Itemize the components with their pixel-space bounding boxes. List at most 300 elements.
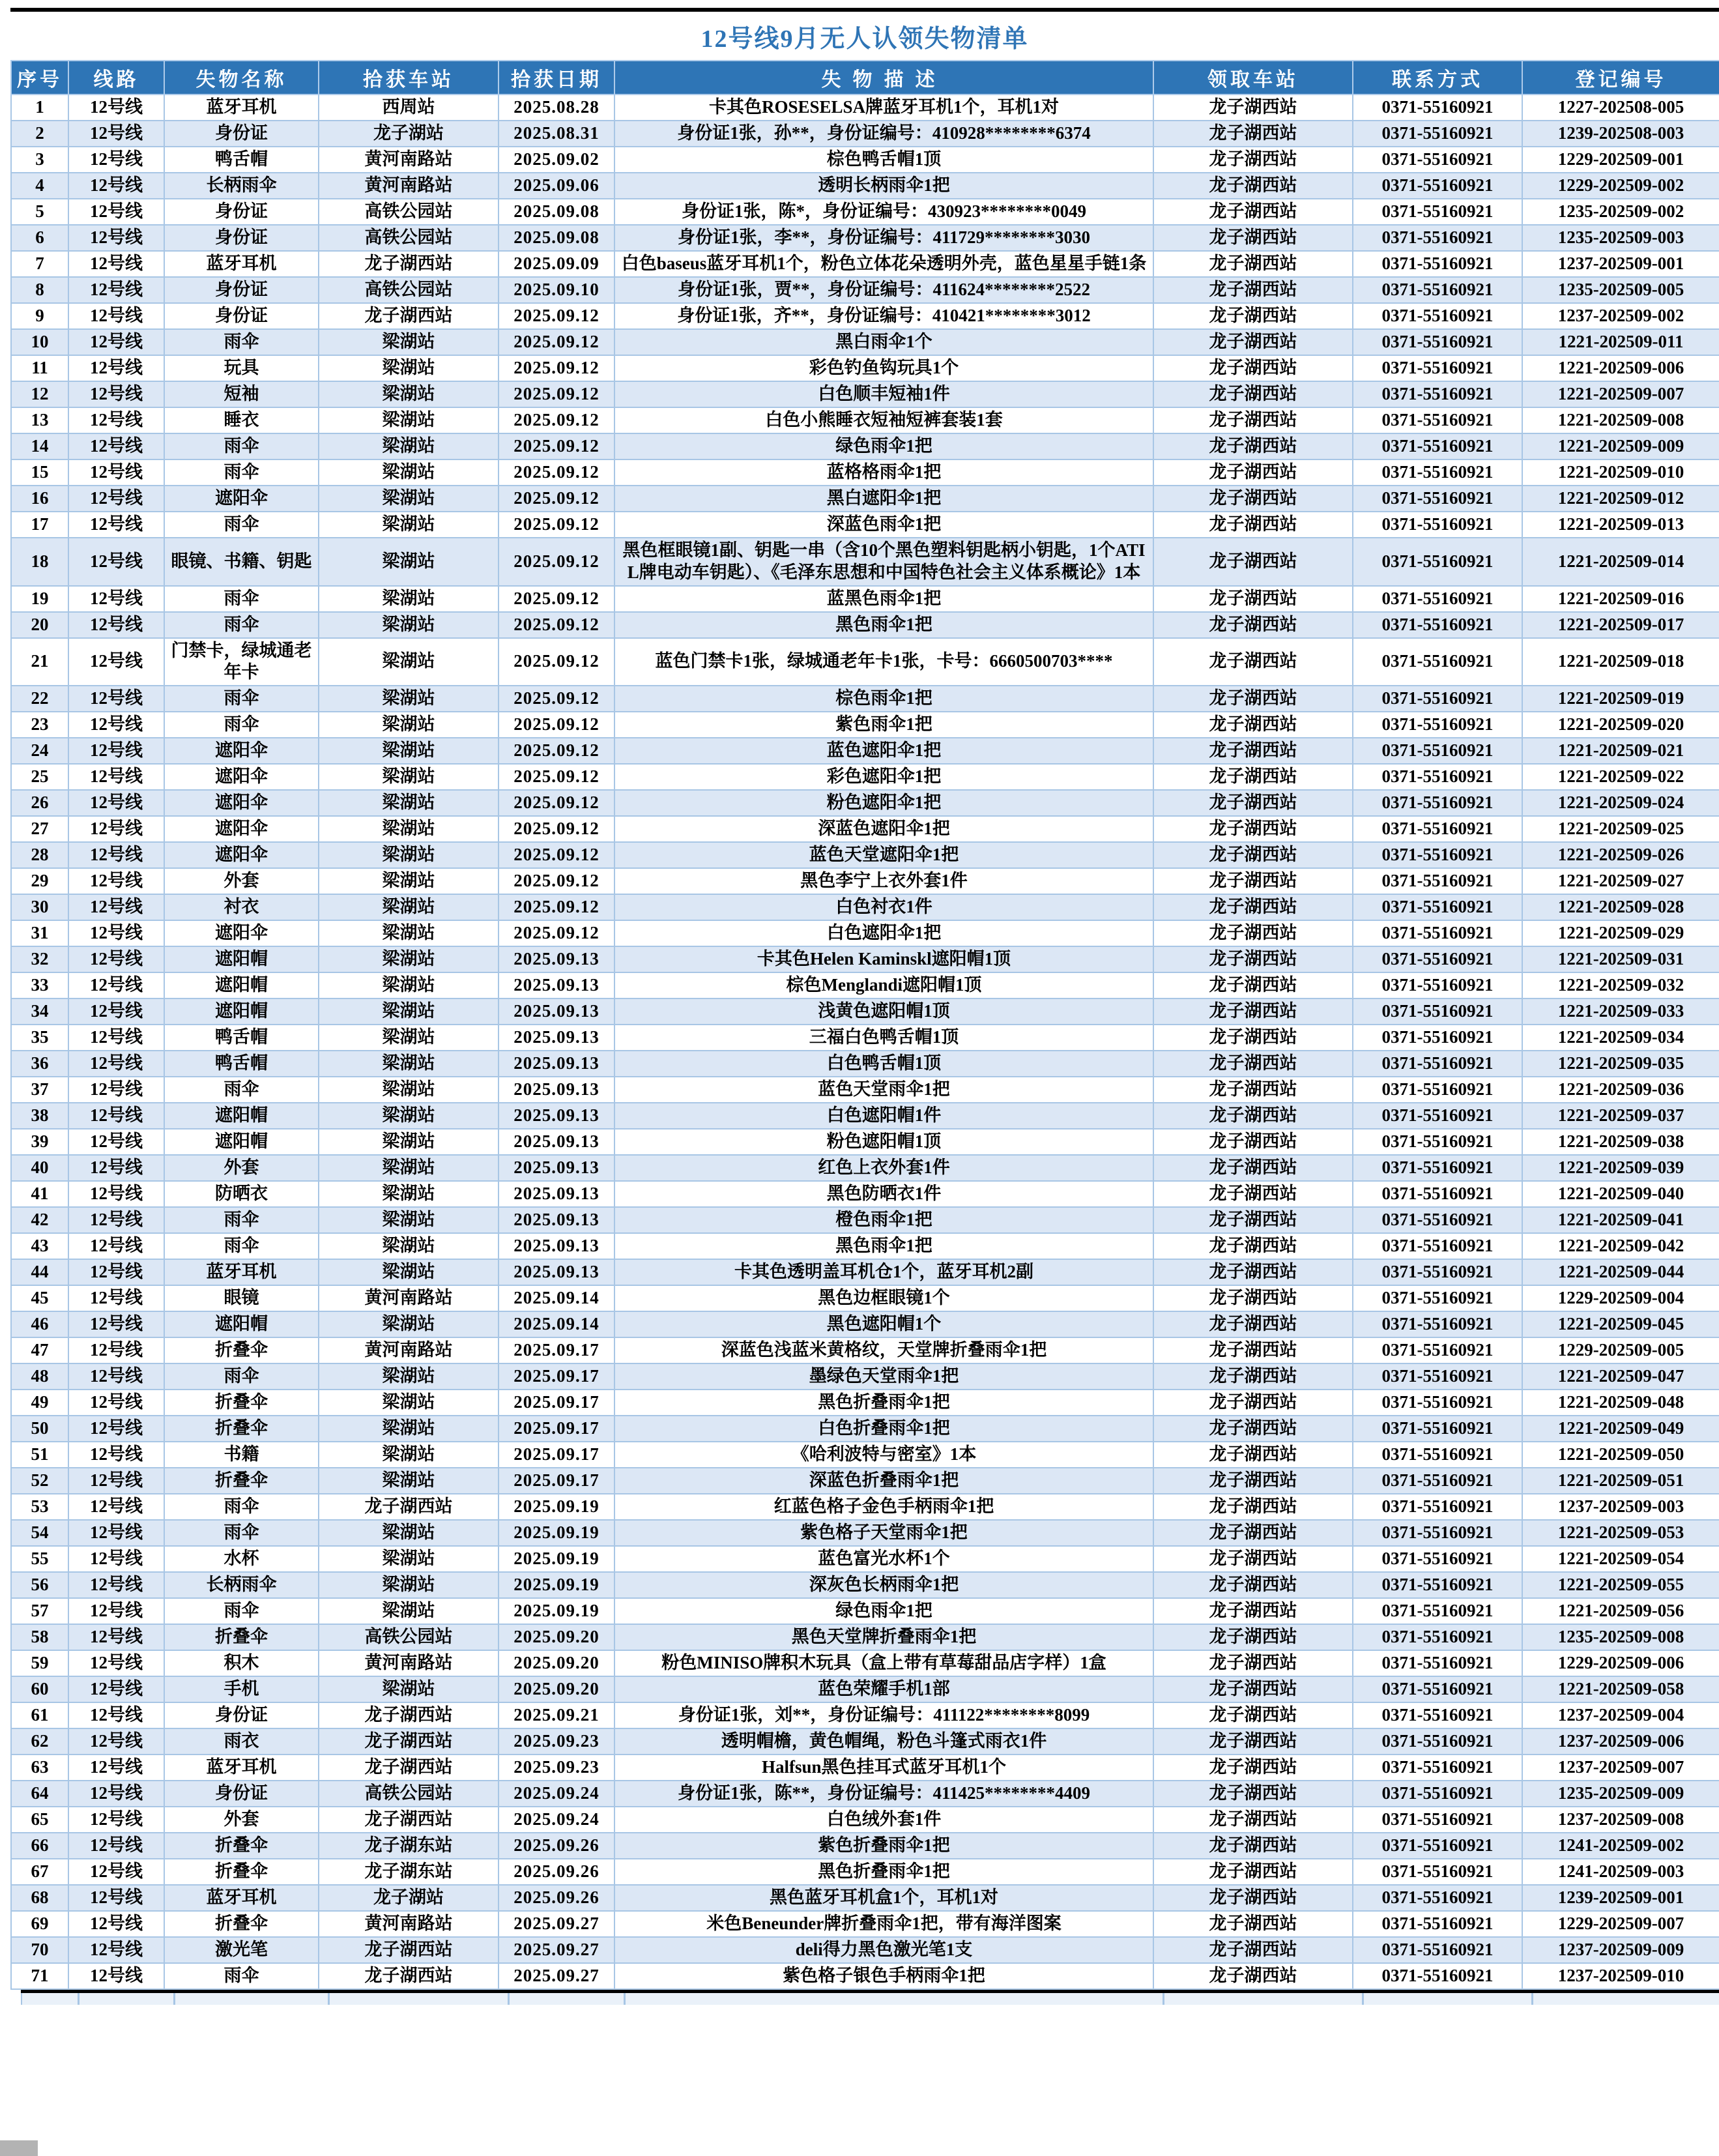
cell-item_name: 衬衣 bbox=[164, 894, 319, 920]
cell-line: 12号线 bbox=[68, 1155, 164, 1181]
cell-no: 11 bbox=[11, 355, 68, 381]
cell-no: 27 bbox=[11, 816, 68, 842]
cell-item_name: 睡衣 bbox=[164, 407, 319, 433]
cell-no: 40 bbox=[11, 1155, 68, 1181]
cell-no: 65 bbox=[11, 1807, 68, 1833]
cell-contact_phone: 0371-55160921 bbox=[1353, 1337, 1522, 1363]
cutoff-cell bbox=[508, 1993, 624, 2005]
cell-contact_phone: 0371-55160921 bbox=[1353, 1885, 1522, 1911]
cell-item_name: 眼镜、书籍、钥匙 bbox=[164, 538, 319, 586]
cell-found_station: 龙子湖西站 bbox=[319, 1963, 498, 1989]
cell-pickup_station: 龙子湖西站 bbox=[1153, 1598, 1353, 1624]
cell-pickup_station: 龙子湖西站 bbox=[1153, 586, 1353, 612]
cell-reg_no: 1221-202509-013 bbox=[1522, 512, 1719, 538]
table-row bbox=[11, 1650, 1719, 1676]
cell-reg_no: 1229-202509-005 bbox=[1522, 1337, 1719, 1363]
cell-no: 59 bbox=[11, 1650, 68, 1676]
cell-found_date: 2025.09.21 bbox=[498, 1702, 614, 1728]
cell-no: 23 bbox=[11, 712, 68, 738]
cell-reg_no: 1241-202509-003 bbox=[1522, 1859, 1719, 1885]
table-row bbox=[11, 459, 1719, 486]
cell-line: 12号线 bbox=[68, 1859, 164, 1885]
table-row bbox=[11, 1598, 1719, 1624]
cell-item_name: 雨伞 bbox=[164, 512, 319, 538]
cell-contact_phone: 0371-55160921 bbox=[1353, 1363, 1522, 1390]
cell-contact_phone: 0371-55160921 bbox=[1353, 538, 1522, 586]
cell-reg_no: 1221-202509-016 bbox=[1522, 586, 1719, 612]
cell-description: 粉色遮阳帽1顶 bbox=[614, 1129, 1153, 1155]
cutoff-cell bbox=[1532, 1993, 1719, 2005]
cell-description: 《哈利波特与密室》1本 bbox=[614, 1442, 1153, 1468]
cell-description: 粉色MINISO牌积木玩具（盒上带有草莓甜品店字样）1盒 bbox=[614, 1650, 1153, 1676]
cell-pickup_station: 龙子湖西站 bbox=[1153, 972, 1353, 998]
table-row bbox=[11, 1494, 1719, 1520]
cell-line: 12号线 bbox=[68, 868, 164, 894]
cell-no: 22 bbox=[11, 686, 68, 712]
cell-reg_no: 1235-202509-008 bbox=[1522, 1624, 1719, 1650]
cell-item_name: 遮阳伞 bbox=[164, 486, 319, 512]
cell-reg_no: 1235-202509-003 bbox=[1522, 225, 1719, 251]
cell-found_date: 2025.09.12 bbox=[498, 764, 614, 790]
cell-pickup_station: 龙子湖西站 bbox=[1153, 486, 1353, 512]
table-row bbox=[11, 1181, 1719, 1207]
cell-reg_no: 1229-202509-002 bbox=[1522, 173, 1719, 199]
table-row bbox=[11, 686, 1719, 712]
cell-no: 26 bbox=[11, 790, 68, 816]
cell-no: 47 bbox=[11, 1337, 68, 1363]
cell-found_station: 梁湖站 bbox=[319, 1259, 498, 1285]
cell-reg_no: 1221-202509-035 bbox=[1522, 1051, 1719, 1077]
cell-pickup_station: 龙子湖西站 bbox=[1153, 1520, 1353, 1546]
cell-description: 黑色边框眼镜1个 bbox=[614, 1285, 1153, 1311]
table-row bbox=[11, 225, 1719, 251]
cell-reg_no: 1237-202509-010 bbox=[1522, 1963, 1719, 1989]
table-row bbox=[11, 1077, 1719, 1103]
cell-found_station: 梁湖站 bbox=[319, 1207, 498, 1233]
cell-description: 蓝色门禁卡1张，绿城通老年卡1张，卡号：6660500703**** bbox=[614, 638, 1153, 686]
cell-description: 白色衬衣1件 bbox=[614, 894, 1153, 920]
cell-line: 12号线 bbox=[68, 1390, 164, 1416]
cell-found_date: 2025.09.12 bbox=[498, 381, 614, 407]
cell-line: 12号线 bbox=[68, 251, 164, 277]
cell-no: 14 bbox=[11, 433, 68, 459]
cell-contact_phone: 0371-55160921 bbox=[1353, 1468, 1522, 1494]
cell-found_station: 梁湖站 bbox=[319, 920, 498, 946]
cell-found_date: 2025.09.12 bbox=[498, 894, 614, 920]
cell-reg_no: 1221-202509-019 bbox=[1522, 686, 1719, 712]
cell-found_station: 梁湖站 bbox=[319, 381, 498, 407]
cell-no: 10 bbox=[11, 329, 68, 355]
cell-line: 12号线 bbox=[68, 1598, 164, 1624]
cell-reg_no: 1221-202509-032 bbox=[1522, 972, 1719, 998]
cell-found_station: 梁湖站 bbox=[319, 738, 498, 764]
cell-found_station: 梁湖站 bbox=[319, 1233, 498, 1259]
cell-reg_no: 1221-202509-045 bbox=[1522, 1311, 1719, 1337]
cell-item_name: 身份证 bbox=[164, 225, 319, 251]
cell-reg_no: 1237-202509-004 bbox=[1522, 1702, 1719, 1728]
table-row bbox=[11, 1390, 1719, 1416]
cell-description: 深蓝色浅蓝米黄格纹，天堂牌折叠雨伞1把 bbox=[614, 1337, 1153, 1363]
cell-reg_no: 1237-202509-007 bbox=[1522, 1755, 1719, 1781]
cell-found_date: 2025.09.12 bbox=[498, 842, 614, 868]
cell-reg_no: 1221-202509-037 bbox=[1522, 1103, 1719, 1129]
cell-description: 黑色遮阳帽1个 bbox=[614, 1311, 1153, 1337]
cell-description: 深蓝色折叠雨伞1把 bbox=[614, 1468, 1153, 1494]
cell-reg_no: 1221-202509-026 bbox=[1522, 842, 1719, 868]
cell-pickup_station: 龙子湖西站 bbox=[1153, 1077, 1353, 1103]
cell-no: 35 bbox=[11, 1025, 68, 1051]
cell-found_date: 2025.09.12 bbox=[498, 407, 614, 433]
cell-item_name: 折叠伞 bbox=[164, 1624, 319, 1650]
cell-reg_no: 1221-202509-040 bbox=[1522, 1181, 1719, 1207]
cell-found_date: 2025.09.12 bbox=[498, 816, 614, 842]
cell-line: 12号线 bbox=[68, 1546, 164, 1572]
cell-item_name: 遮阳帽 bbox=[164, 998, 319, 1025]
cell-line: 12号线 bbox=[68, 1181, 164, 1207]
cell-line: 12号线 bbox=[68, 459, 164, 486]
cell-found_date: 2025.09.13 bbox=[498, 1103, 614, 1129]
header-pickup_station: 领取车站 bbox=[1153, 61, 1353, 95]
cell-contact_phone: 0371-55160921 bbox=[1353, 1181, 1522, 1207]
cell-contact_phone: 0371-55160921 bbox=[1353, 894, 1522, 920]
cell-found_date: 2025.09.12 bbox=[498, 612, 614, 638]
cell-no: 46 bbox=[11, 1311, 68, 1337]
cell-description: 绿色雨伞1把 bbox=[614, 433, 1153, 459]
cell-description: 紫色格子银色手柄雨伞1把 bbox=[614, 1963, 1153, 1989]
cell-no: 1 bbox=[11, 95, 68, 121]
cell-no: 15 bbox=[11, 459, 68, 486]
header-item_name: 失物名称 bbox=[164, 61, 319, 95]
header-reg_no: 登记编号 bbox=[1522, 61, 1719, 95]
table-row bbox=[11, 790, 1719, 816]
table-row bbox=[11, 1807, 1719, 1833]
cell-item_name: 雨伞 bbox=[164, 686, 319, 712]
cell-description: 身份证1张，齐**，身份证编号：410421********3012 bbox=[614, 303, 1153, 329]
table-row bbox=[11, 486, 1719, 512]
cell-description: 彩色遮阳伞1把 bbox=[614, 764, 1153, 790]
cell-item_name: 折叠伞 bbox=[164, 1911, 319, 1937]
cell-line: 12号线 bbox=[68, 920, 164, 946]
cell-pickup_station: 龙子湖西站 bbox=[1153, 1025, 1353, 1051]
cell-item_name: 遮阳帽 bbox=[164, 946, 319, 972]
table-row bbox=[11, 1572, 1719, 1598]
cell-reg_no: 1221-202509-021 bbox=[1522, 738, 1719, 764]
cell-description: 棕色鸭舌帽1顶 bbox=[614, 147, 1153, 173]
cell-item_name: 遮阳帽 bbox=[164, 1103, 319, 1129]
cell-no: 61 bbox=[11, 1702, 68, 1728]
cell-line: 12号线 bbox=[68, 1025, 164, 1051]
cell-pickup_station: 龙子湖西站 bbox=[1153, 1494, 1353, 1520]
cell-description: 卡其色透明盖耳机仓1个，蓝牙耳机2副 bbox=[614, 1259, 1153, 1285]
table-row bbox=[11, 1103, 1719, 1129]
cell-pickup_station: 龙子湖西站 bbox=[1153, 1337, 1353, 1363]
cell-contact_phone: 0371-55160921 bbox=[1353, 1155, 1522, 1181]
cell-no: 38 bbox=[11, 1103, 68, 1129]
cell-found_station: 龙子湖西站 bbox=[319, 1807, 498, 1833]
cell-found_date: 2025.09.12 bbox=[498, 486, 614, 512]
cell-no: 32 bbox=[11, 946, 68, 972]
cell-no: 19 bbox=[11, 586, 68, 612]
cell-contact_phone: 0371-55160921 bbox=[1353, 329, 1522, 355]
cell-pickup_station: 龙子湖西站 bbox=[1153, 920, 1353, 946]
cell-pickup_station: 龙子湖西站 bbox=[1153, 225, 1353, 251]
cell-item_name: 外套 bbox=[164, 1807, 319, 1833]
cutoff-cell bbox=[1363, 1993, 1532, 2005]
cell-line: 12号线 bbox=[68, 1650, 164, 1676]
cell-contact_phone: 0371-55160921 bbox=[1353, 1233, 1522, 1259]
cell-line: 12号线 bbox=[68, 1051, 164, 1077]
cell-reg_no: 1227-202508-005 bbox=[1522, 95, 1719, 121]
header-contact_phone: 联系方式 bbox=[1353, 61, 1522, 95]
cell-no: 9 bbox=[11, 303, 68, 329]
cell-item_name: 外套 bbox=[164, 1155, 319, 1181]
cell-contact_phone: 0371-55160921 bbox=[1353, 920, 1522, 946]
cell-description: 三福白色鸭舌帽1顶 bbox=[614, 1025, 1153, 1051]
cell-found_station: 梁湖站 bbox=[319, 407, 498, 433]
cell-reg_no: 1221-202509-056 bbox=[1522, 1598, 1719, 1624]
cell-pickup_station: 龙子湖西站 bbox=[1153, 842, 1353, 868]
cell-found_station: 梁湖站 bbox=[319, 1520, 498, 1546]
cell-found_date: 2025.09.13 bbox=[498, 946, 614, 972]
cell-description: 黑色防晒衣1件 bbox=[614, 1181, 1153, 1207]
table-row bbox=[11, 433, 1719, 459]
cell-pickup_station: 龙子湖西站 bbox=[1153, 1572, 1353, 1598]
cell-reg_no: 1229-202509-001 bbox=[1522, 147, 1719, 173]
cell-contact_phone: 0371-55160921 bbox=[1353, 512, 1522, 538]
cell-contact_phone: 0371-55160921 bbox=[1353, 1390, 1522, 1416]
cell-found_station: 梁湖站 bbox=[319, 842, 498, 868]
cell-description: 黑色折叠雨伞1把 bbox=[614, 1859, 1153, 1885]
cell-found_station: 高铁公园站 bbox=[319, 277, 498, 303]
cell-line: 12号线 bbox=[68, 1363, 164, 1390]
cell-no: 63 bbox=[11, 1755, 68, 1781]
cell-contact_phone: 0371-55160921 bbox=[1353, 1833, 1522, 1859]
cell-no: 6 bbox=[11, 225, 68, 251]
cell-reg_no: 1221-202509-031 bbox=[1522, 946, 1719, 972]
cell-no: 12 bbox=[11, 381, 68, 407]
cell-contact_phone: 0371-55160921 bbox=[1353, 355, 1522, 381]
cell-item_name: 蓝牙耳机 bbox=[164, 251, 319, 277]
cell-pickup_station: 龙子湖西站 bbox=[1153, 1963, 1353, 1989]
cell-description: 黑色李宁上衣外套1件 bbox=[614, 868, 1153, 894]
cell-item_name: 防晒衣 bbox=[164, 1181, 319, 1207]
cell-item_name: 身份证 bbox=[164, 1781, 319, 1807]
cell-description: Halfsun黑色挂耳式蓝牙耳机1个 bbox=[614, 1755, 1153, 1781]
cell-found_station: 梁湖站 bbox=[319, 355, 498, 381]
cell-no: 36 bbox=[11, 1051, 68, 1077]
cell-item_name: 雨伞 bbox=[164, 1077, 319, 1103]
table-row bbox=[11, 638, 1719, 686]
cell-no: 33 bbox=[11, 972, 68, 998]
cell-found_station: 梁湖站 bbox=[319, 1311, 498, 1337]
cell-found_station: 梁湖站 bbox=[319, 538, 498, 586]
cell-reg_no: 1221-202509-012 bbox=[1522, 486, 1719, 512]
cell-found_date: 2025.09.12 bbox=[498, 638, 614, 686]
cell-found_date: 2025.09.12 bbox=[498, 433, 614, 459]
cell-found_date: 2025.09.13 bbox=[498, 1129, 614, 1155]
cell-item_name: 长柄雨伞 bbox=[164, 1572, 319, 1598]
header-row bbox=[11, 61, 1719, 95]
cell-no: 44 bbox=[11, 1259, 68, 1285]
cell-item_name: 雨伞 bbox=[164, 1598, 319, 1624]
cell-reg_no: 1237-202509-008 bbox=[1522, 1807, 1719, 1833]
table-row bbox=[11, 1702, 1719, 1728]
cell-reg_no: 1221-202509-051 bbox=[1522, 1468, 1719, 1494]
cell-found_date: 2025.09.27 bbox=[498, 1963, 614, 1989]
cell-pickup_station: 龙子湖西站 bbox=[1153, 251, 1353, 277]
table-row bbox=[11, 894, 1719, 920]
cell-description: 浅黄色遮阳帽1顶 bbox=[614, 998, 1153, 1025]
cell-pickup_station: 龙子湖西站 bbox=[1153, 1103, 1353, 1129]
cell-description: 深蓝色遮阳伞1把 bbox=[614, 816, 1153, 842]
cell-contact_phone: 0371-55160921 bbox=[1353, 1442, 1522, 1468]
cell-contact_phone: 0371-55160921 bbox=[1353, 712, 1522, 738]
cell-found_date: 2025.09.26 bbox=[498, 1833, 614, 1859]
cell-contact_phone: 0371-55160921 bbox=[1353, 1311, 1522, 1337]
cell-reg_no: 1221-202509-058 bbox=[1522, 1676, 1719, 1702]
cell-no: 57 bbox=[11, 1598, 68, 1624]
cell-found_date: 2025.09.12 bbox=[498, 538, 614, 586]
cell-pickup_station: 龙子湖西站 bbox=[1153, 1937, 1353, 1963]
cell-found_date: 2025.09.19 bbox=[498, 1520, 614, 1546]
cell-no: 56 bbox=[11, 1572, 68, 1598]
table-row bbox=[11, 998, 1719, 1025]
cell-found_date: 2025.09.12 bbox=[498, 868, 614, 894]
cell-reg_no: 1221-202509-047 bbox=[1522, 1363, 1719, 1390]
cell-pickup_station: 龙子湖西站 bbox=[1153, 1390, 1353, 1416]
table-row bbox=[11, 173, 1719, 199]
cell-no: 69 bbox=[11, 1911, 68, 1937]
cell-reg_no: 1235-202509-009 bbox=[1522, 1781, 1719, 1807]
cell-found_station: 梁湖站 bbox=[319, 894, 498, 920]
cell-line: 12号线 bbox=[68, 1468, 164, 1494]
cell-item_name: 眼镜 bbox=[164, 1285, 319, 1311]
cell-found_station: 梁湖站 bbox=[319, 764, 498, 790]
cell-pickup_station: 龙子湖西站 bbox=[1153, 1702, 1353, 1728]
cell-line: 12号线 bbox=[68, 1572, 164, 1598]
cell-line: 12号线 bbox=[68, 277, 164, 303]
cell-description: 黑色折叠雨伞1把 bbox=[614, 1390, 1153, 1416]
table-row bbox=[11, 251, 1719, 277]
table-row bbox=[11, 738, 1719, 764]
cell-contact_phone: 0371-55160921 bbox=[1353, 686, 1522, 712]
table-row bbox=[11, 586, 1719, 612]
cell-description: 黑色天堂牌折叠雨伞1把 bbox=[614, 1624, 1153, 1650]
cell-description: 黑色雨伞1把 bbox=[614, 1233, 1153, 1259]
cell-item_name: 折叠伞 bbox=[164, 1416, 319, 1442]
cell-description: 白色baseus蓝牙耳机1个，粉色立体花朵透明外壳，蓝色星星手链1条 bbox=[614, 251, 1153, 277]
cell-no: 17 bbox=[11, 512, 68, 538]
cell-found_station: 梁湖站 bbox=[319, 512, 498, 538]
cell-no: 31 bbox=[11, 920, 68, 946]
cell-reg_no: 1237-202509-001 bbox=[1522, 251, 1719, 277]
header-found_date: 拾获日期 bbox=[498, 61, 614, 95]
cell-no: 18 bbox=[11, 538, 68, 586]
cell-found_date: 2025.09.12 bbox=[498, 303, 614, 329]
table-row bbox=[11, 972, 1719, 998]
cell-line: 12号线 bbox=[68, 1207, 164, 1233]
cell-line: 12号线 bbox=[68, 329, 164, 355]
cell-no: 52 bbox=[11, 1468, 68, 1494]
cell-description: 蓝色天堂遮阳伞1把 bbox=[614, 842, 1153, 868]
table-row bbox=[11, 612, 1719, 638]
cell-description: 蓝色天堂雨伞1把 bbox=[614, 1077, 1153, 1103]
cell-line: 12号线 bbox=[68, 147, 164, 173]
cell-line: 12号线 bbox=[68, 1755, 164, 1781]
cell-pickup_station: 龙子湖西站 bbox=[1153, 1259, 1353, 1285]
cell-found_station: 梁湖站 bbox=[319, 1363, 498, 1390]
cell-line: 12号线 bbox=[68, 512, 164, 538]
cell-line: 12号线 bbox=[68, 638, 164, 686]
cell-found_station: 龙子湖西站 bbox=[319, 1755, 498, 1781]
cell-item_name: 折叠伞 bbox=[164, 1833, 319, 1859]
cell-item_name: 长柄雨伞 bbox=[164, 173, 319, 199]
cell-found_station: 龙子湖站 bbox=[319, 1885, 498, 1911]
cell-item_name: 雨伞 bbox=[164, 1520, 319, 1546]
cell-description: 蓝黑色雨伞1把 bbox=[614, 586, 1153, 612]
table-body bbox=[11, 95, 1719, 1989]
table-row bbox=[11, 1416, 1719, 1442]
cell-found_date: 2025.09.02 bbox=[498, 147, 614, 173]
cell-description: 透明帽檐，黄色帽绳，粉色斗篷式雨衣1件 bbox=[614, 1728, 1153, 1755]
cell-found_date: 2025.09.13 bbox=[498, 1077, 614, 1103]
cell-pickup_station: 龙子湖西站 bbox=[1153, 790, 1353, 816]
cell-line: 12号线 bbox=[68, 486, 164, 512]
cell-pickup_station: 龙子湖西站 bbox=[1153, 277, 1353, 303]
cell-contact_phone: 0371-55160921 bbox=[1353, 790, 1522, 816]
cell-pickup_station: 龙子湖西站 bbox=[1153, 1728, 1353, 1755]
cell-no: 66 bbox=[11, 1833, 68, 1859]
cell-pickup_station: 龙子湖西站 bbox=[1153, 1546, 1353, 1572]
table-row bbox=[11, 277, 1719, 303]
cell-item_name: 身份证 bbox=[164, 199, 319, 225]
cell-item_name: 鸭舌帽 bbox=[164, 1051, 319, 1077]
cell-found_station: 黄河南路站 bbox=[319, 147, 498, 173]
cell-line: 12号线 bbox=[68, 894, 164, 920]
cell-pickup_station: 龙子湖西站 bbox=[1153, 946, 1353, 972]
cell-reg_no: 1221-202509-036 bbox=[1522, 1077, 1719, 1103]
table-row bbox=[11, 147, 1719, 173]
cell-contact_phone: 0371-55160921 bbox=[1353, 121, 1522, 147]
cell-no: 62 bbox=[11, 1728, 68, 1755]
cell-line: 12号线 bbox=[68, 712, 164, 738]
cell-found_station: 龙子湖西站 bbox=[319, 251, 498, 277]
cell-found_station: 梁湖站 bbox=[319, 1155, 498, 1181]
cell-found_date: 2025.09.17 bbox=[498, 1416, 614, 1442]
cell-reg_no: 1221-202509-054 bbox=[1522, 1546, 1719, 1572]
cell-description: 黑色框眼镜1副、钥匙一串（含10个黑色塑料钥匙柄小钥匙，1个ATIL牌电动车钥匙）、《毛泽东思想和中国特色社会主义体系概论》1本 bbox=[614, 538, 1153, 586]
cell-no: 8 bbox=[11, 277, 68, 303]
cell-line: 12号线 bbox=[68, 1963, 164, 1989]
cell-contact_phone: 0371-55160921 bbox=[1353, 1129, 1522, 1155]
cell-item_name: 折叠伞 bbox=[164, 1390, 319, 1416]
cell-contact_phone: 0371-55160921 bbox=[1353, 433, 1522, 459]
cell-description: 白色鸭舌帽1顶 bbox=[614, 1051, 1153, 1077]
cell-found_station: 龙子湖东站 bbox=[319, 1859, 498, 1885]
cell-description: 身份证1张，陈*，身份证编号：430923********0049 bbox=[614, 199, 1153, 225]
table-row bbox=[11, 512, 1719, 538]
cell-reg_no: 1221-202509-007 bbox=[1522, 381, 1719, 407]
cell-reg_no: 1237-202509-003 bbox=[1522, 1494, 1719, 1520]
cell-found_station: 黄河南路站 bbox=[319, 173, 498, 199]
cell-no: 49 bbox=[11, 1390, 68, 1416]
table-row bbox=[11, 920, 1719, 946]
cell-item_name: 身份证 bbox=[164, 1702, 319, 1728]
cell-found_station: 高铁公园站 bbox=[319, 1624, 498, 1650]
cell-line: 12号线 bbox=[68, 381, 164, 407]
cell-pickup_station: 龙子湖西站 bbox=[1153, 1363, 1353, 1390]
cell-found_date: 2025.09.19 bbox=[498, 1494, 614, 1520]
